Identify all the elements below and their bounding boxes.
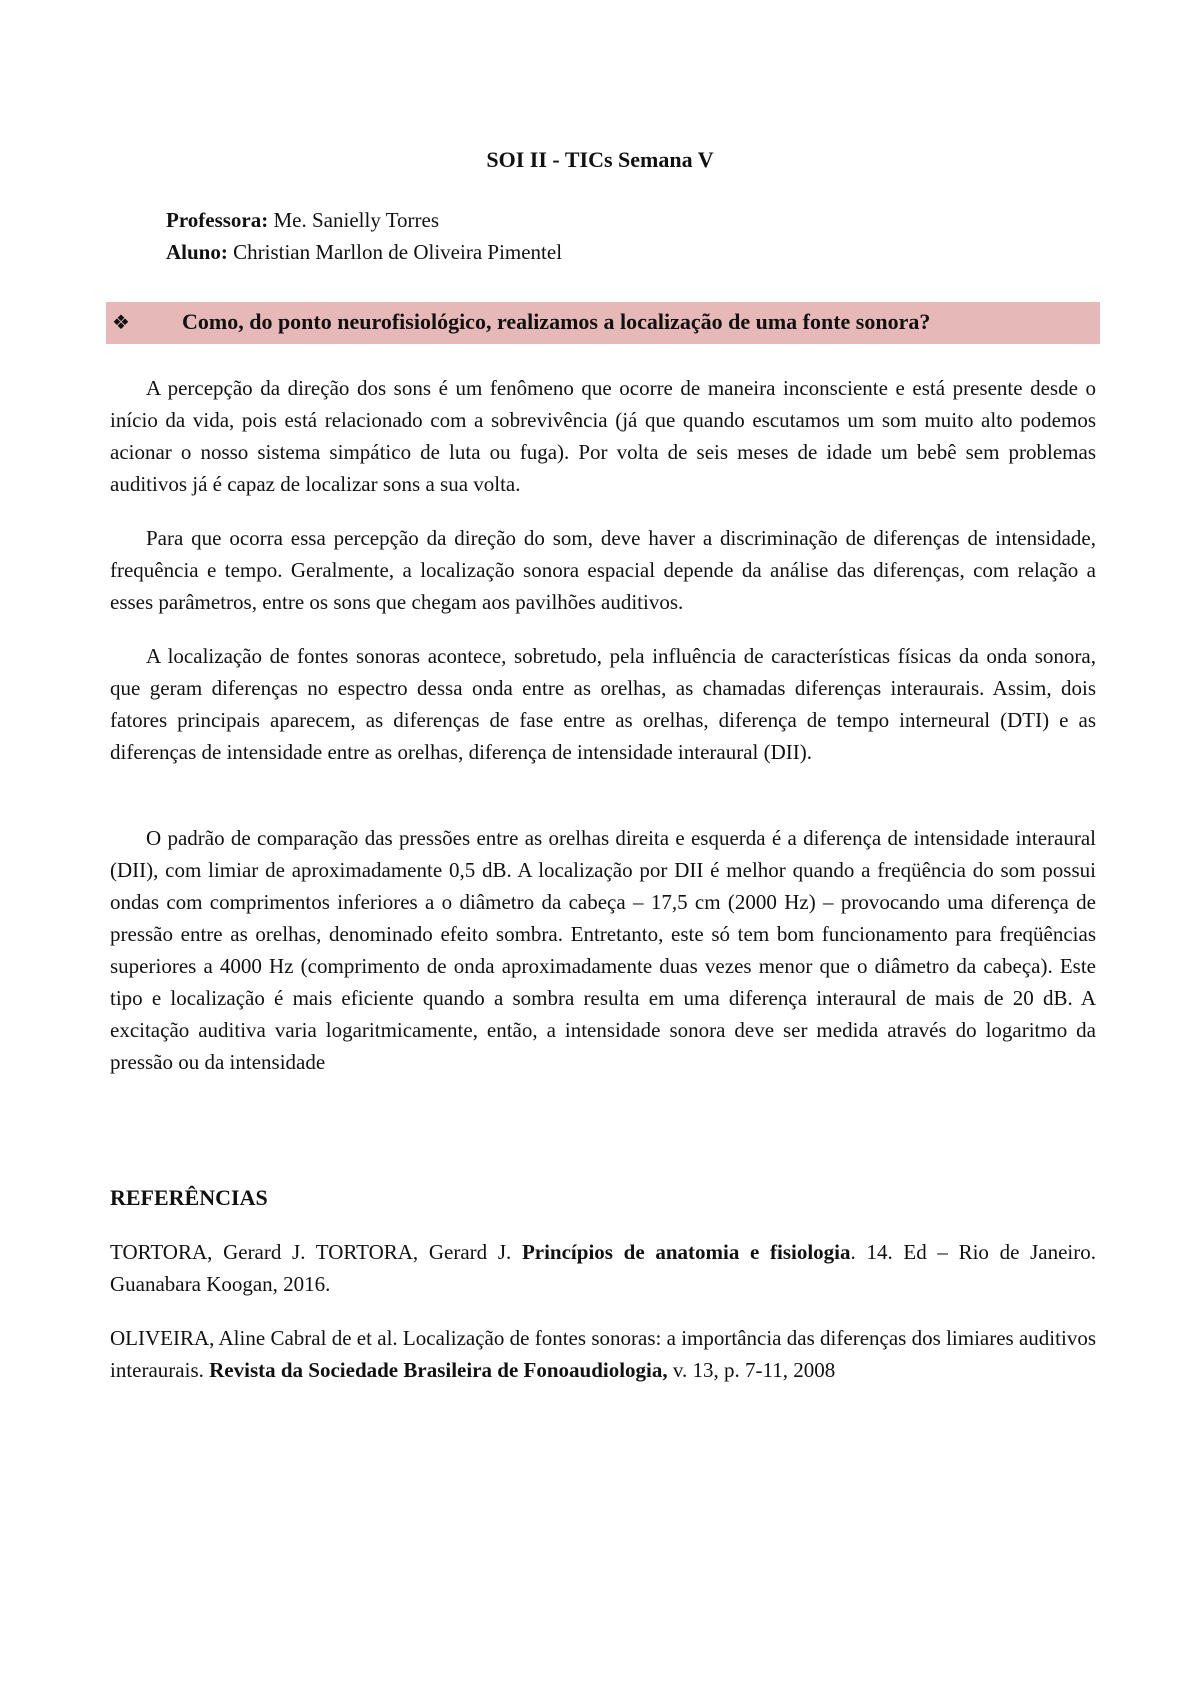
- paragraph-1-block: [110, 372, 1096, 500]
- document-title: SOI II - TICs Semana V: [486, 147, 714, 172]
- question-text: Como, do ponto neurofisiológico, realizamos a localização de uma fonte sonora?: [182, 309, 931, 334]
- paragraph-4-block: [110, 822, 1096, 1078]
- paragraph: Para que ocorra essa percepção da direção do som, deve haver a discriminação de diferenças de intensidade, frequência e tempo. Geralmente, a localização sonora espacial depende da análise das diferenças, com relação a esses parâmetros, entre os sons que chegam aos pavilhões auditivos.: [110, 526, 1096, 614]
- student-name: Christian Marllon de Oliveira Pimentel: [233, 240, 563, 264]
- reference-item: [110, 1322, 1096, 1386]
- paragraph-3-block: [110, 640, 1096, 768]
- reference-author: OLIVEIRA, Aline Cabral de et al. Localização de fontes sonoras: a importância das diferenças dos limiares auditivos interaurais.: [110, 1326, 1096, 1382]
- paragraph: O padrão de comparação das pressões entre as orelhas direita e esquerda é a diferença de intensidade interaural (DII), com limiar de aproximadamente 0,5 dB. A localização por DII é melhor quando a freqüência do som possui ondas com comprimentos inferiores a o diâmetro da cabeça – 17,5 cm (2000 Hz) – provocando uma diferença de pressão entre as orelhas, denominado efeito sombra. Entretanto, este só tem bom funcionamento para freqüências superiores a 4000 Hz (comprimento de onda aproximadamente duas vezes menor que o diâmetro da cabeça). Este tipo e localização é mais eficiente quando a sombra resulta em uma diferença interaural de mais de 20 dB. A excitação auditiva varia logaritmicamente, então, a intensidade sonora deve ser medida através do logaritmo da pressão ou da intensidade: [110, 826, 1096, 1074]
- student-line: [166, 238, 562, 266]
- professor-name: Me. Sanielly Torres: [273, 208, 440, 232]
- professor-label: Professora:: [166, 208, 269, 232]
- professor-line: [166, 206, 439, 234]
- reference-details: v. 13, p. 7-11, 2008: [667, 1358, 836, 1382]
- reference-author: TORTORA, Gerard J. TORTORA, Gerard J.: [110, 1240, 522, 1264]
- reference-item: [110, 1236, 1096, 1300]
- paragraph: A localização de fontes sonoras acontece, sobretudo, pela influência de características físicas da onda sonora, que geram diferenças no espectro dessa onda entre as orelhas, as chamadas diferenças interaurais. Assim, dois fatores principais aparecem, as diferenças de fase entre as orelhas, diferença de tempo interneural (DTI) e as diferenças de intensidade entre as orelhas, diferença de intensidade interaural (DII).: [110, 644, 1096, 764]
- paragraph: A percepção da direção dos sons é um fenômeno que ocorre de maneira inconsciente e está presente desde o início da vida, pois está relacionado com a sobrevivência (já que quando escutamos um som muito alto podemos acionar o nosso sistema simpático de luta ou fuga). Por volta de seis meses de idade um bebê sem problemas auditivos já é capaz de localizar sons a sua volta.: [110, 376, 1096, 496]
- reference-title: Princípios de anatomia e fisiologia: [521, 1240, 851, 1264]
- question-highlight: [106, 302, 1100, 344]
- references-heading: REFERÊNCIAS: [110, 1185, 268, 1210]
- diamond-bullet-icon: ❖: [112, 310, 130, 334]
- reference-title: Revista da Sociedade Brasileira de Fonoaudiologia,: [209, 1358, 668, 1382]
- paragraph-2-block: [110, 522, 1096, 618]
- reference-details: . 14. Ed – Rio de Janeiro. Guanabara Koogan, 2016.: [110, 1240, 1096, 1296]
- student-label: Aluno:: [166, 240, 228, 264]
